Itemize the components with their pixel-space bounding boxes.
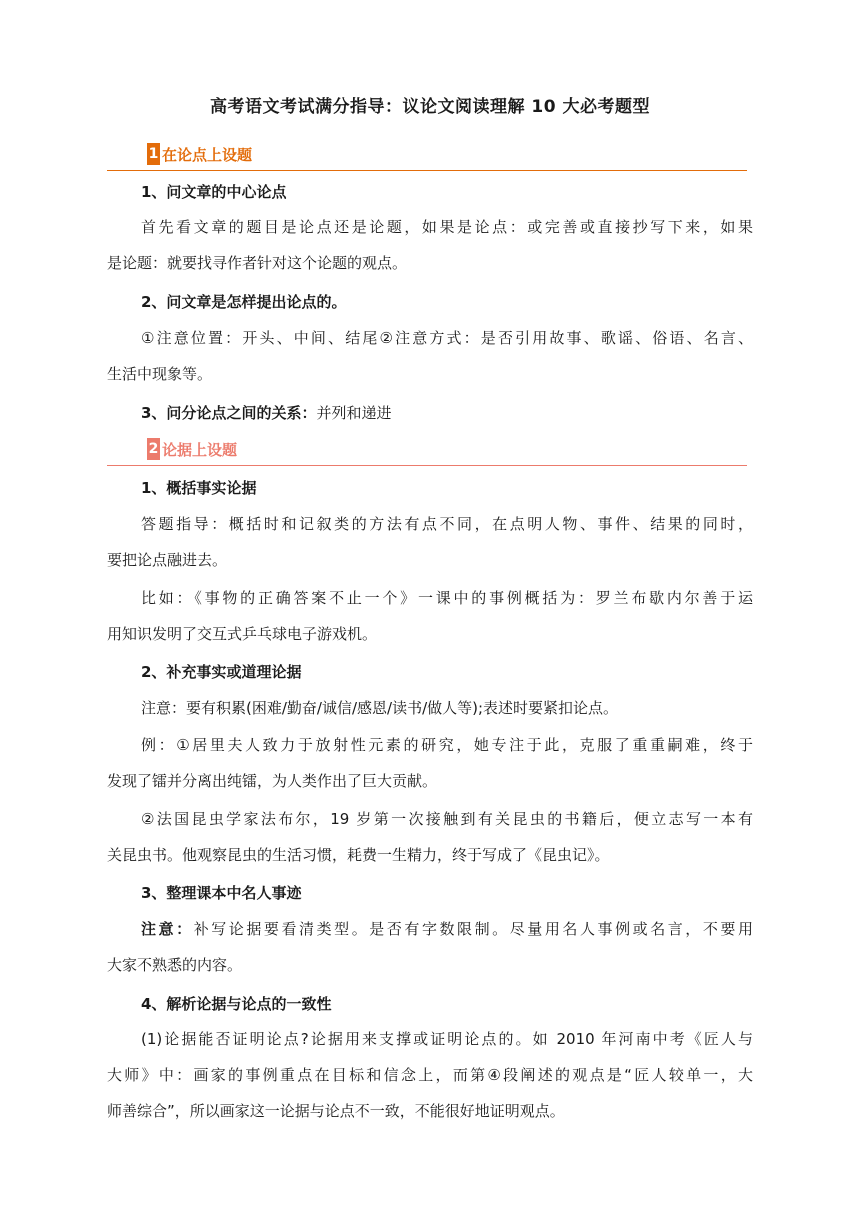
paragraph-line: 发现了镭并分离出纯镭，为人类作出了巨大贡献。 bbox=[107, 772, 438, 790]
paragraph-line: 例：①居里夫人致力于放射性元素的研究，她专注于此，克服了重重嗣难，终于 bbox=[141, 736, 753, 754]
section-divider bbox=[107, 465, 747, 466]
section-1-header bbox=[147, 143, 252, 165]
note-label: 注意： bbox=[141, 920, 194, 938]
paragraph-line: 大师》中：画家的事例重点在目标和信念上，而第④段阐述的观点是“匠人较单一，大 bbox=[107, 1066, 753, 1084]
subheading: 1、概括事实论据 bbox=[141, 479, 257, 497]
subheading: 2、补充事实或道理论据 bbox=[141, 663, 302, 681]
paragraph-line: (1)论据能否证明论点?论据用来支撑或证明论点的。如 2010 年河南中考《匠人与 bbox=[141, 1030, 753, 1048]
section-number: 1 bbox=[147, 143, 160, 165]
paragraph bbox=[107, 801, 753, 873]
paragraph-line: 比如：《事物的正确答案不止一个》一课中的事例概括为：罗兰布歇内尔善于运 bbox=[141, 589, 753, 607]
paragraph bbox=[107, 727, 753, 799]
paragraph bbox=[107, 209, 753, 281]
paragraph-line: 注意：要有积累(困难/勤奋/诚信/感恩/读书/做人等);表述时要紧扣论点。 bbox=[141, 699, 619, 717]
note-text: 补写论据要看清类型。是否有字数限制。尽量用名人事例或名言，不要用 bbox=[193, 920, 753, 938]
paragraph bbox=[107, 911, 753, 983]
paragraph-line: 要把论点融进去。 bbox=[107, 551, 228, 569]
paragraph-line: 关昆虫书。他观察昆虫的生活习惯，耗费一生精力，终于写成了《昆虫记》。 bbox=[107, 846, 610, 864]
paragraph-line: 大家不熟悉的内容。 bbox=[107, 956, 243, 974]
section-number: 2 bbox=[147, 438, 160, 460]
paragraph-line: 答题指导：概括时和记叙类的方法有点不同，在点明人物、事件、结果的同时， bbox=[141, 515, 753, 533]
paragraph-line: ②法国昆虫学家法布尔，19 岁第一次接触到有关昆虫的书籍后，便立志写一本有 bbox=[141, 810, 753, 828]
paragraph-line bbox=[107, 911, 753, 947]
paragraph-line: 是论题：就要找寻作者针对这个论题的观点。 bbox=[107, 254, 408, 272]
subheading: 4、解析论据与论点的一致性 bbox=[141, 995, 332, 1013]
paragraph bbox=[107, 320, 753, 392]
paragraph bbox=[107, 690, 753, 726]
paragraph bbox=[107, 1021, 753, 1129]
subheading: 1、问文章的中心论点 bbox=[141, 183, 287, 201]
section-title: 论据上设题 bbox=[162, 440, 238, 459]
paragraph-line: ①注意位置：开头、中间、结尾②注意方式：是否引用故事、歌谣、俗语、名言、 bbox=[141, 329, 753, 347]
subheading-label: 3、问分论点之间的关系： bbox=[141, 404, 317, 422]
subheading bbox=[141, 402, 391, 423]
paragraph-line: 生活中现象等。 bbox=[107, 365, 213, 383]
paragraph-line: 首先看文章的题目是论点还是论题，如果是论点：或完善或直接抄写下来，如果 bbox=[141, 218, 753, 236]
section-2-header bbox=[147, 438, 237, 460]
subheading: 3、整理课本中名人事迹 bbox=[141, 884, 302, 902]
subheading-text: 并列和递进 bbox=[316, 404, 392, 422]
paragraph-line: 用知识发明了交互式乒乓球电子游戏机。 bbox=[107, 625, 378, 643]
subheading: 2、问文章是怎样提出论点的。 bbox=[141, 293, 347, 311]
paragraph bbox=[107, 506, 753, 578]
section-divider bbox=[107, 170, 747, 171]
paragraph bbox=[107, 580, 753, 652]
page-title: 高考语文考试满分指导：议论文阅读理解 10 大必考题型 bbox=[210, 97, 650, 117]
section-title: 在论点上设题 bbox=[162, 145, 253, 164]
paragraph-line: 师善综合”，所以画家这一论据与论点不一致，不能很好地证明观点。 bbox=[107, 1102, 565, 1120]
